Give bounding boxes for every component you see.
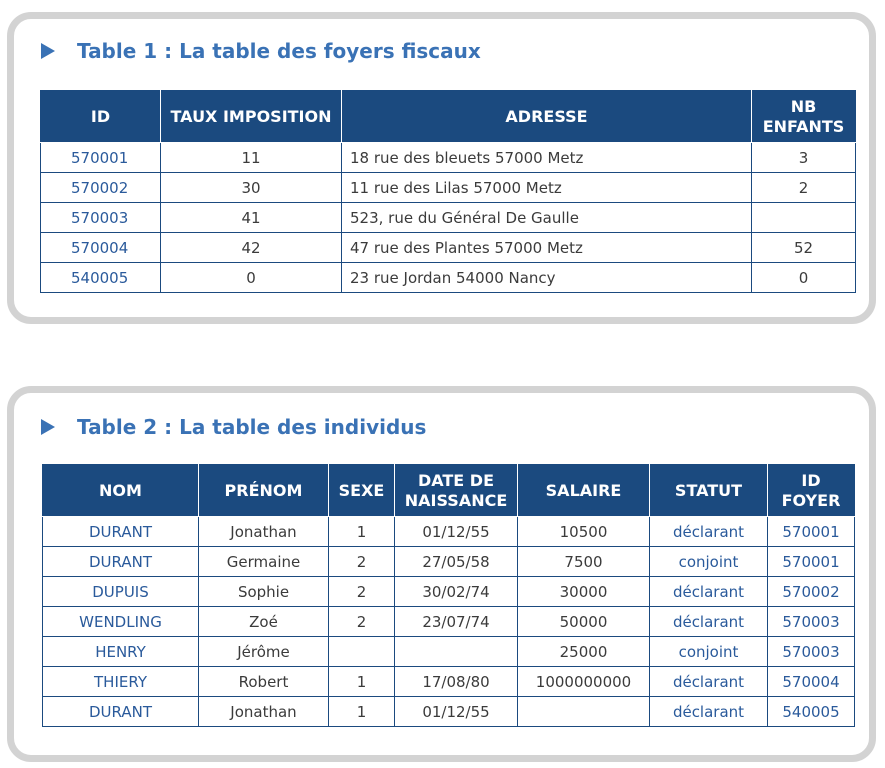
table2-heading [41,415,426,439]
cell-salaire [518,697,650,727]
table2-title: Table 2 : La table des individus [77,415,427,439]
cell-prenom: Sophie [199,577,329,607]
table2-header-prenom: PRÉNOM [199,465,329,517]
cell-adresse: 23 rue Jordan 54000 Nancy [342,263,752,293]
cell-nb-enfants [752,203,856,233]
cell-id-foyer: 570003 [768,607,855,637]
table1-header-adresse: ADRESSE [342,91,752,143]
cell-date-naissance: 27/05/58 [395,547,518,577]
cell-id-foyer: 570002 [768,577,855,607]
cell-id: 540005 [41,263,161,293]
table-row [43,517,855,547]
cell-date-naissance: 30/02/74 [395,577,518,607]
cell-salaire: 25000 [518,637,650,667]
cell-adresse: 47 rue des Plantes 57000 Metz [342,233,752,263]
cell-nb-enfants: 3 [752,143,856,173]
cell-taux: 42 [161,233,342,263]
cell-id: 570001 [41,143,161,173]
table-row [41,263,856,293]
cell-taux: 11 [161,143,342,173]
triangle-right-icon [41,43,55,59]
table2-header-date-naissance: DATE DE NAISSANCE [395,465,518,517]
table1-header-id: ID [41,91,161,143]
table2-header-salaire: SALAIRE [518,465,650,517]
cell-statut: déclarant [650,577,768,607]
cell-nom: WENDLING [43,607,199,637]
table1-heading [41,39,481,63]
cell-sexe: 1 [329,697,395,727]
triangle-right-icon [41,419,55,435]
cell-prenom: Robert [199,667,329,697]
cell-taux: 41 [161,203,342,233]
cell-prenom: Jérôme [199,637,329,667]
cell-id-foyer: 570001 [768,517,855,547]
cell-nom: THIERY [43,667,199,697]
cell-statut: conjoint [650,547,768,577]
table1-header-nb-enfants: NB ENFANTS [752,91,856,143]
cell-nb-enfants: 2 [752,173,856,203]
cell-statut: déclarant [650,667,768,697]
table-row [41,233,856,263]
cell-adresse: 18 rue des bleuets 57000 Metz [342,143,752,173]
cell-nom: DURANT [43,697,199,727]
cell-id: 570004 [41,233,161,263]
table1-title: Table 1 : La table des foyers fiscaux [77,39,481,63]
table-row [43,637,855,667]
cell-adresse: 11 rue des Lilas 57000 Metz [342,173,752,203]
table2-card [7,386,876,762]
table2-header-statut: STATUT [650,465,768,517]
cell-salaire: 50000 [518,607,650,637]
cell-id-foyer: 570003 [768,637,855,667]
table-row [41,173,856,203]
cell-nb-enfants: 0 [752,263,856,293]
cell-nb-enfants: 52 [752,233,856,263]
cell-taux: 0 [161,263,342,293]
cell-prenom: Jonathan [199,697,329,727]
table-row [43,667,855,697]
cell-salaire: 30000 [518,577,650,607]
table2-header-nom: NOM [43,465,199,517]
table-row [43,547,855,577]
table2-header-row [43,465,855,517]
cell-statut: déclarant [650,517,768,547]
cell-statut: conjoint [650,637,768,667]
table1-foyers-fiscaux [40,90,856,293]
cell-date-naissance [395,637,518,667]
cell-nom: DURANT [43,547,199,577]
table-row [43,577,855,607]
table-row [41,203,856,233]
table2-individus [42,464,855,727]
table-row [43,697,855,727]
table1-header-row [41,91,856,143]
cell-id-foyer: 540005 [768,697,855,727]
cell-salaire: 10500 [518,517,650,547]
table2-header-sexe: SEXE [329,465,395,517]
cell-date-naissance: 01/12/55 [395,697,518,727]
cell-salaire: 7500 [518,547,650,577]
cell-nom: HENRY [43,637,199,667]
cell-adresse: 523, rue du Général De Gaulle [342,203,752,233]
cell-prenom: Zoé [199,607,329,637]
table-row [43,607,855,637]
cell-sexe: 1 [329,667,395,697]
cell-prenom: Jonathan [199,517,329,547]
cell-statut: déclarant [650,607,768,637]
cell-nom: DUPUIS [43,577,199,607]
cell-id: 570002 [41,173,161,203]
cell-statut: déclarant [650,697,768,727]
cell-prenom: Germaine [199,547,329,577]
cell-sexe: 1 [329,517,395,547]
cell-sexe: 2 [329,607,395,637]
table1-header-taux: TAUX IMPOSITION [161,91,342,143]
cell-sexe [329,637,395,667]
cell-sexe: 2 [329,577,395,607]
cell-id-foyer: 570001 [768,547,855,577]
cell-date-naissance: 17/08/80 [395,667,518,697]
cell-id: 570003 [41,203,161,233]
cell-sexe: 2 [329,547,395,577]
cell-date-naissance: 23/07/74 [395,607,518,637]
cell-id-foyer: 570004 [768,667,855,697]
cell-salaire: 1000000000 [518,667,650,697]
cell-nom: DURANT [43,517,199,547]
table1-card [7,12,876,324]
cell-taux: 30 [161,173,342,203]
cell-date-naissance: 01/12/55 [395,517,518,547]
table-row [41,143,856,173]
table2-header-id-foyer: ID FOYER [768,465,855,517]
